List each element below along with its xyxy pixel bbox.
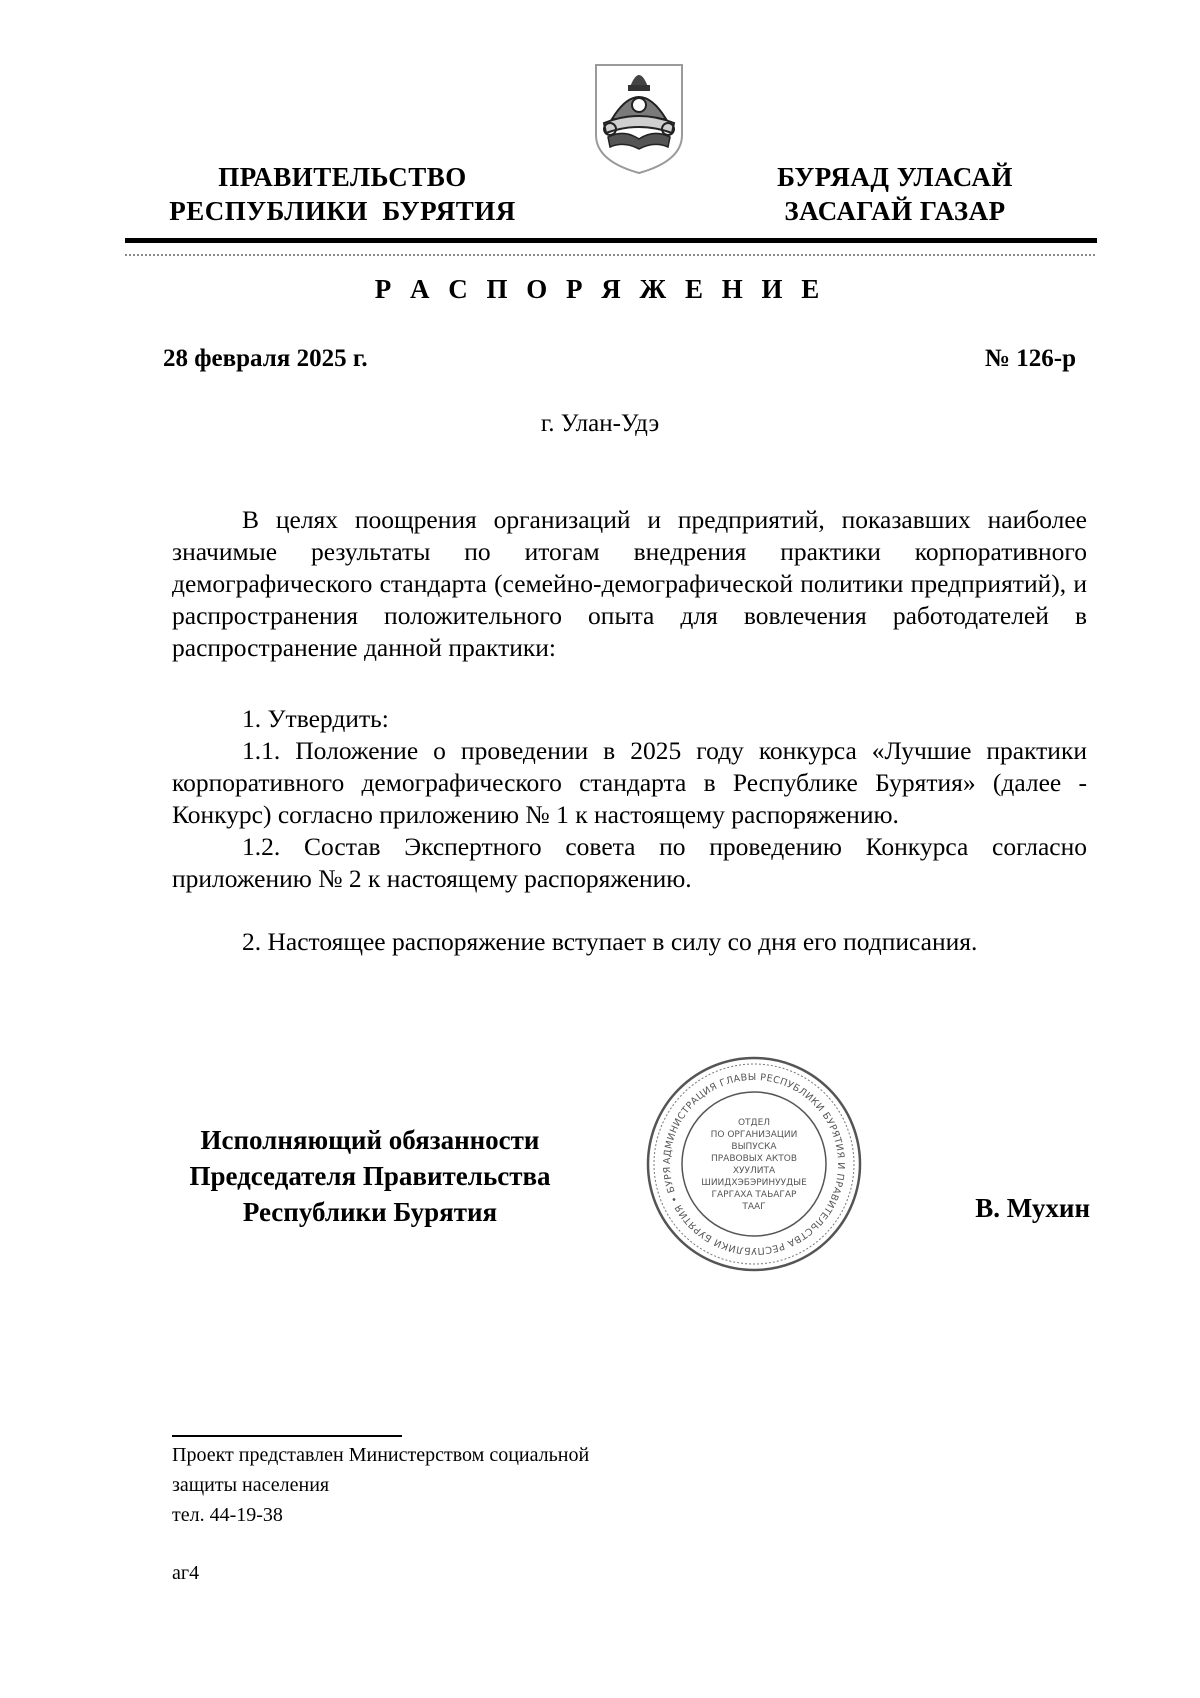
seal-center-line: ГАРГАХА ТАЬАГАР [711, 1190, 797, 1200]
footer-line2: защиты населения [172, 1474, 330, 1496]
signatory-title-line1: Исполняющий обязанности [200, 1125, 540, 1155]
header-left-line2: РЕСПУБЛИКИ БУРЯТИЯ [169, 196, 516, 226]
signatory-title [160, 1122, 580, 1230]
footer-note [172, 1440, 772, 1530]
document-city: г. Улан-Удэ [540, 410, 660, 437]
item-1-2: 1.2. Состав Экспертного совета по проведению Конкурса согласно приложению № 2 к настоящему распоряжению. [172, 832, 1087, 893]
document-code: аг4 [172, 1562, 200, 1584]
footer-phone: тел. 44-19-38 [172, 1504, 283, 1526]
seal-ring-text: АДМИНИСТРАЦИЯ ГЛАВЫ РЕСПУБЛИКИ БУРЯТИЯ И ПРАВИТЕЛЬСТВА РЕСПУБЛИКИ БУРЯТИЯ • БУРЯ [661, 1071, 847, 1257]
header-rule-thick [125, 238, 1097, 243]
footer-rule [172, 1435, 402, 1437]
seal-center-line: ПО ОРГАНИЗАЦИИ [710, 1130, 798, 1140]
header-right-line1: БУРЯАД УЛАСАЙ [777, 162, 1013, 192]
document-date: 28 февраля 2025 г. [163, 345, 368, 372]
header-left-line1: ПРАВИТЕЛЬСТВО [218, 162, 467, 192]
signatory-name: В. Мухин [975, 1193, 1090, 1223]
item-1: 1. Утвердить: [242, 704, 389, 733]
item-2: 2. Настоящее распоряжение вступает в силу со дня его подписания. [242, 927, 978, 956]
header-left [150, 160, 535, 228]
document-type: Р А С П О Р Я Ж Е Н И Е [374, 274, 826, 304]
document-number: № 126-р [984, 345, 1076, 372]
seal-center-line: ШИИДХЭБЭРИНУУДЫЕ [701, 1178, 807, 1188]
header-right [745, 160, 1045, 228]
preamble [172, 504, 1087, 664]
official-seal-icon [645, 1055, 863, 1273]
footer-line1: Проект представлен Министерством социальной [172, 1444, 590, 1466]
decision-item-2 [172, 926, 1087, 958]
item-1-1: 1.1. Положение о проведении в 2025 году конкурса «Лучшие практики корпоративного демографического стандарта в Республике Бурятия» (далее - Конкурс) согласно приложению № 1 к настоящему распоряжению. [172, 736, 1087, 829]
decision-items [172, 703, 1087, 895]
preamble-text: В целях поощрения организаций и предприятий, показавших наиболее значимые результаты по итогам внедрения практики корпоративного демографического стандарта (семейно-демографической политики предприятий), и распространения положительного опыта для вовлечения работодателей в распространение данной практики: [172, 505, 1087, 662]
seal-center-line: ХУУЛИТА [732, 1166, 776, 1176]
signatory-title-line2: Председателя Правительства [189, 1161, 551, 1191]
header-rule-thin [125, 254, 1097, 256]
seal-center-line: ПРАВОВЫХ АКТОВ [710, 1154, 798, 1164]
seal-center-line: ВЫПУСКА [731, 1142, 777, 1152]
header-right-line2: ЗАСАГАЙ ГАЗАР [784, 196, 1006, 226]
seal-center-line: ОТДЕЛ [737, 1118, 771, 1128]
coat-of-arms-icon [590, 57, 688, 177]
seal-center-line: ТААГ [742, 1202, 766, 1212]
signatory-title-line3: Республики Бурятия [242, 1197, 498, 1227]
